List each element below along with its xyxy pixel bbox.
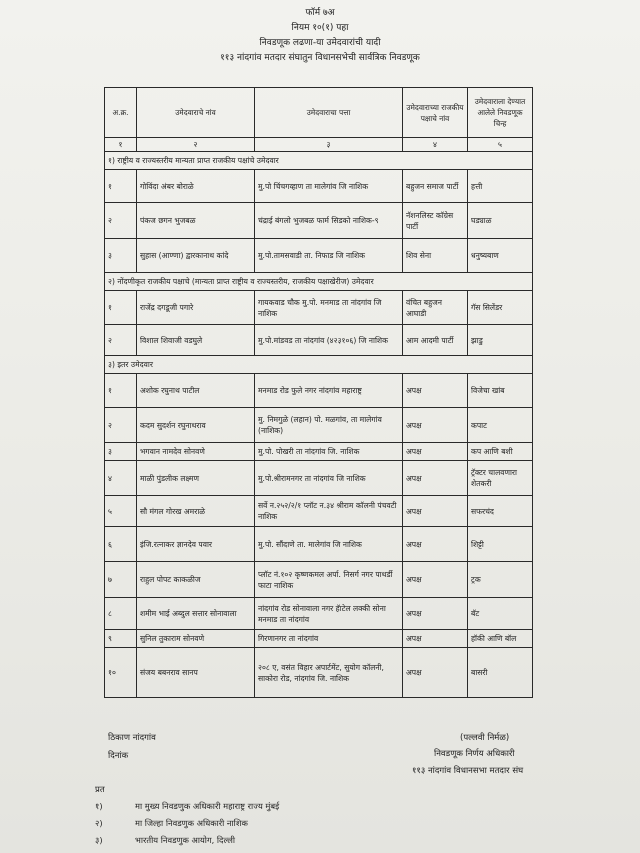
copy-item [95,835,235,846]
cell-symbol: घड्याळ [468,203,533,239]
col-header-address: उमेदवाराचा पत्ता [255,88,403,138]
col-header-serial: अ.क्र. [105,88,137,138]
cell-name: पंकज छगन भुजबळ [137,203,255,239]
cell-symbol: ट्रक [468,562,533,598]
document-header [0,0,640,66]
cell-name: शमीम भाई अब्दुल सत्तार सोनावाला [137,598,255,630]
cell-address: मु.पो. सौंदाणे ता. मालेगांव जि नाशिक [255,527,403,562]
cell-party: आम आदमी पार्टी [403,325,468,356]
table-row [105,291,533,325]
cell-symbol: ट्रॅक्टर चालवणारा शेतकरी [468,461,533,496]
cell-address: मु. निमगुळे (लहान) पो. मळगांव, ता मालेगांव (नाशिक) [255,408,403,443]
col-number-3: ३ [255,138,403,152]
signatory-name: (पल्लवी निर्मळ) [460,733,510,743]
list-title: निवडणूक लढणा-या उमेदवारांची यादी [259,38,381,48]
signatory-title: निवडणूक निर्णय अधिकारी [434,749,515,759]
date-label: दिनांक [108,751,129,761]
table-row [105,325,533,356]
cell-name: राजेंद्र दगडूजी पगारे [137,291,255,325]
cell-serial: ६ [105,527,137,562]
copy-recipient: भारतीय निवडणुक आयोग, दिल्ली [135,835,235,845]
section-title: २) नोंदणीकृत राजकीय पक्षाचे (मान्यता प्राप्त राष्ट्रीय व राज्यस्तरीय, राजकीय पक्षाखेरीज) उमेदवार [105,273,533,291]
cell-symbol: शिट्टी [468,527,533,562]
copy-item [95,818,248,829]
cell-serial: ९ [105,630,137,648]
cell-party: अपक्ष [403,374,468,408]
cell-symbol: बासरी [468,648,533,698]
table-row [105,496,533,527]
place-label: ठिकाण नांदगांव [108,733,156,743]
cell-serial: २ [105,408,137,443]
table-row [105,527,533,562]
copy-recipient: मा मुख्य निवडणुक अधिकारी महाराष्ट्र राज्य मुंबई [135,801,280,811]
table-row [105,630,533,648]
table-row [105,203,533,239]
cell-serial: १ [105,374,137,408]
cell-serial: १० [105,648,137,698]
cell-symbol: धनुष्यबाण [468,239,533,273]
table-row [105,461,533,496]
candidate-table [104,87,533,698]
cell-address: मु.पो. पोखरी ता नांदगांव जि. नाशिक [255,443,403,461]
table-number-row [105,138,533,152]
cell-name: विशाल शिवाजी वडघुले [137,325,255,356]
cell-symbol: हॉकी आणि बॉल [468,630,533,648]
cell-party: अपक्ष [403,630,468,648]
copy-number: २) [95,818,103,828]
cell-address: मु.पो.श्रीरामनगर ता नांदगांव जि नाशिक [255,461,403,496]
cell-party: अपक्ष [403,562,468,598]
cell-symbol: गॅस सिलेंडर [468,291,533,325]
cell-serial: ३ [105,239,137,273]
cell-party: अपक्ष [403,648,468,698]
section-title-row [105,356,533,374]
cell-serial: १ [105,291,137,325]
cell-address: सर्वे न.२५२/२/१ प्लॉट न.३४ श्रीराम कॉलनी पंचवटी नाशिक [255,496,403,527]
cell-symbol: बॅट [468,598,533,630]
cell-party: अपक्ष [403,496,468,527]
cell-party: अपक्ष [403,527,468,562]
cell-address: नांदगांव रोड सोनावाला नगर हॅाटेल लक्की सोना मनमाड ता नांदगांव [255,598,403,630]
rule-reference: नियम १०(१) पहा [291,23,349,33]
section-title-row [105,273,533,291]
cell-address: मु.पो.मांडवड ता नांदगांव (४२३१०६) जि नाशिक [255,325,403,356]
cell-address: चंद्राई बंगलो भुजबळ फार्म सिडको नाशिक-९ [255,203,403,239]
cell-serial: १ [105,170,137,203]
table-row [105,443,533,461]
copy-number: ३) [95,835,103,845]
table-row [105,239,533,273]
cell-name: राहुल पोपट काकळीज [137,562,255,598]
copy-number: १) [95,801,103,811]
cell-name: कदम सुदर्शन रघुनाथराव [137,408,255,443]
table-row [105,648,533,698]
cell-symbol: झाडु [468,325,533,356]
cell-name: माळी पुंडलीक लक्ष्मण [137,461,255,496]
cell-serial: २ [105,325,137,356]
cell-name: सुहास (आण्णा) द्वारकानाथ कांदे [137,239,255,273]
table-row [105,408,533,443]
copy-item [95,801,279,812]
section-title: १) राष्ट्रीय व राज्यस्तरीय मान्यता प्राप्त राजकीय पक्षांचे उमेदवार [105,152,533,170]
col-header-name: उमेदवाराचे नांव [137,88,255,138]
cell-serial: ५ [105,496,137,527]
cell-party: बहुजन समाज पार्टी [403,170,468,203]
cell-serial: ७ [105,562,137,598]
cell-name: संजय बबनराव सानप [137,648,255,698]
table-row [105,598,533,630]
cell-symbol: सफरचंद [468,496,533,527]
cell-party: अपक्ष [403,598,468,630]
col-number-2: २ [137,138,255,152]
cell-party: नॅशनलिस्ट कॉग्रेस पार्टी [403,203,468,239]
col-number-1: १ [105,138,137,152]
election-title: ११३ नांदगांव मतदार संघातुन विधानसभेची सार्वत्रिक निवडणूक [220,53,420,63]
cell-name: सौ मंगल गोरख अमराळे [137,496,255,527]
cell-party: अपक्ष [403,461,468,496]
table-row [105,170,533,203]
cell-name: भगवान नामदेव सोनवणे [137,443,255,461]
col-header-symbol: उमेदवाराला देण्यात आलेले निवडणूक चिन्ह [468,88,533,138]
cell-party: शिव सेना [403,239,468,273]
cell-party: अपक्ष [403,408,468,443]
cell-address: प्लॉट नं.१०२ कृष्णकमल अर्पा. निसर्ग नगर पाथर्डी फाटा नाशिक [255,562,403,598]
cell-name: इंजि.रत्नाकर ज्ञानदेव पवार [137,527,255,562]
cell-address: गिरणानगर ता नांदगांव [255,630,403,648]
cell-address: मनमाड रोड फुले नगर नांदगांव महाराष्ट्र [255,374,403,408]
table-header-row [105,88,533,138]
cell-symbol: कपाट [468,408,533,443]
copy-label: प्रत [95,785,105,795]
copy-recipient: मा जिल्हा निवडणुक अधिकारी नाशिक [135,818,248,828]
cell-address: मु.पो चिंचगव्हाण ता मालेगांव जि नाशिक [255,170,403,203]
cell-serial: २ [105,203,137,239]
section-title-row [105,152,533,170]
cell-serial: ३ [105,443,137,461]
col-number-4: ४ [403,138,468,152]
cell-name: गोविंदा अंबर बोराळे [137,170,255,203]
cell-party: वंचित बहुजन आघाडी [403,291,468,325]
cell-address: गायकवाड चौक मु.पो. मनमाड ता नांदगांव जि नाशिक [255,291,403,325]
table-row [105,562,533,598]
cell-address: २०८ ए, वसंत विहार अपार्टमेंट, सुयोग कॉलनी, साकोरा रोड, नांदगांव जि. नाशिक [255,648,403,698]
cell-symbol: विजेचा खांब [468,374,533,408]
section-title: ३) इतर उमेदवार [105,356,533,374]
form-number: फॉर्म ७अ [305,8,335,18]
cell-party: अपक्ष [403,443,468,461]
col-header-party: उमेदवाराच्या राजकीय पक्षाचे नांव [403,88,468,138]
col-number-5: ५ [468,138,533,152]
cell-name: सुनिल तुकाराम सोनवणे [137,630,255,648]
cell-name: अशोक रघुनाथ पाटील [137,374,255,408]
table-row [105,374,533,408]
cell-symbol: हत्ती [468,170,533,203]
cell-serial: ४ [105,461,137,496]
cell-address: मु.पो.तामसवाडी ता. निफाड जि नाशिक [255,239,403,273]
cell-symbol: कप आणि बशी [468,443,533,461]
cell-serial: ८ [105,598,137,630]
signatory-constituency: ११३ नांदगांव विधानसभा मतदार संघ [412,766,524,776]
